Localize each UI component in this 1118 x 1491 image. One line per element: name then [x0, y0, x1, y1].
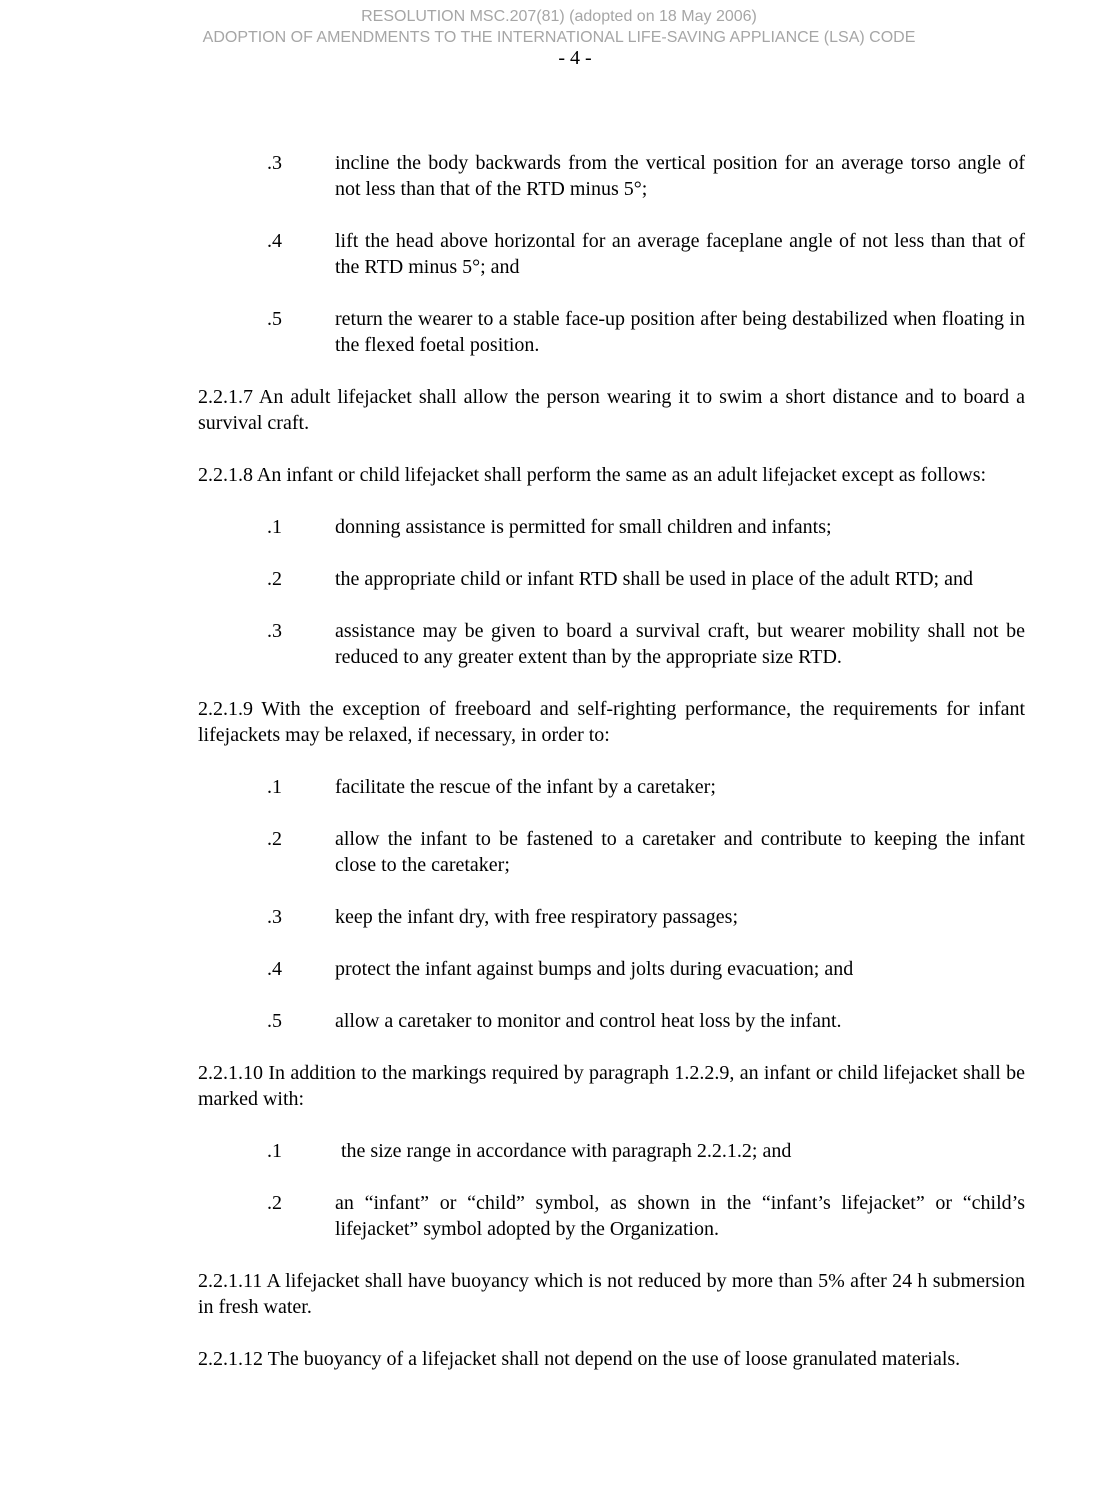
item-text: allow the infant to be fastened to a caretaker and contribute to keeping the infant close to the caretaker;: [335, 828, 1025, 876]
item-number: .3: [267, 152, 282, 174]
item-number: .4: [267, 958, 282, 980]
item-text: the appropriate child or infant RTD shall be used in place of the adult RTD; and: [335, 568, 973, 590]
paragraph-2-2-1-8: 2.2.1.8 An infant or child lifejacket shall perform the same as an adult lifejacket except as follows:: [198, 464, 987, 486]
item-text: return the wearer to a stable face-up position after being destabilized when floating in the flexed foetal position.: [335, 308, 1025, 356]
list-item: [198, 1008, 1025, 1034]
item-text: an “infant” or “child” symbol, as shown in the “infant’s lifejacket” or “child’s lifejacket” symbol adopted by the Organization.: [335, 1192, 1025, 1240]
list-item: [198, 618, 1025, 670]
header-resolution-line: RESOLUTION MSC.207(81) (adopted on 18 May 2006): [361, 8, 757, 25]
paragraph-2-2-1-9: 2.2.1.9 With the exception of freeboard and self-righting performance, the requirements for infant lifejackets may be relaxed, if necessary, in order to:: [198, 698, 1025, 746]
paragraph-2-2-1-10: 2.2.1.10 In addition to the markings required by paragraph 1.2.2.9, an infant or child lifejacket shall be marked with:: [198, 1062, 1025, 1110]
item-number: .1: [267, 776, 282, 798]
list-item: [198, 1190, 1025, 1242]
item-number: .4: [267, 230, 282, 252]
list-item: [198, 774, 1025, 800]
item-text: the size range in accordance with paragraph 2.2.1.2; and: [341, 1140, 792, 1162]
item-text: assistance may be given to board a survival craft, but wearer mobility shall not be reduced to any greater extent than by the appropriate size RTD.: [335, 620, 1025, 668]
item-text: protect the infant against bumps and jolts during evacuation; and: [335, 958, 854, 980]
item-text: allow a caretaker to monitor and control heat loss by the infant.: [335, 1010, 842, 1032]
item-text: lift the head above horizontal for an average faceplane angle of not less than that of the RTD minus 5°; and: [335, 230, 1025, 278]
header-title-line: ADOPTION OF AMENDMENTS TO THE INTERNATIONAL LIFE-SAVING APPLIANCE (LSA) CODE: [202, 29, 916, 46]
item-number: .2: [267, 1192, 282, 1214]
list-item: [198, 566, 1025, 592]
list-item: [198, 514, 1025, 540]
item-number: .5: [267, 308, 282, 330]
paragraph-2-2-1-12: 2.2.1.12 The buoyancy of a lifejacket shall not depend on the use of loose granulated materials.: [198, 1348, 961, 1370]
document-body: [198, 150, 1025, 1398]
item-number: .3: [267, 620, 282, 642]
page-number: - 4 -: [558, 47, 592, 69]
item-number: .1: [267, 516, 282, 538]
list-item: [198, 228, 1025, 280]
list-item: [198, 306, 1025, 358]
item-text: facilitate the rescue of the infant by a caretaker;: [335, 776, 716, 798]
paragraph-2-2-1-7: 2.2.1.7 An adult lifejacket shall allow the person wearing it to swim a short distance and to board a survival craft.: [198, 386, 1025, 434]
list-item: [198, 826, 1025, 878]
document-header: [0, 6, 1118, 48]
item-number: .3: [267, 906, 282, 928]
item-text: incline the body backwards from the vertical position for an average torso angle of not less than that of the RTD minus 5°;: [335, 152, 1025, 200]
item-number: .2: [267, 828, 282, 850]
paragraph-2-2-1-11: 2.2.1.11 A lifejacket shall have buoyancy which is not reduced by more than 5% after 24 h submersion in fresh water.: [198, 1270, 1025, 1318]
item-number: .2: [267, 568, 282, 590]
list-item: [198, 1138, 1025, 1164]
list-item: [198, 904, 1025, 930]
item-text: keep the infant dry, with free respiratory passages;: [335, 906, 738, 928]
item-number: .1: [267, 1140, 282, 1162]
list-item: [198, 956, 1025, 982]
list-item: [198, 150, 1025, 202]
item-text: donning assistance is permitted for small children and infants;: [335, 516, 832, 538]
item-number: .5: [267, 1010, 282, 1032]
